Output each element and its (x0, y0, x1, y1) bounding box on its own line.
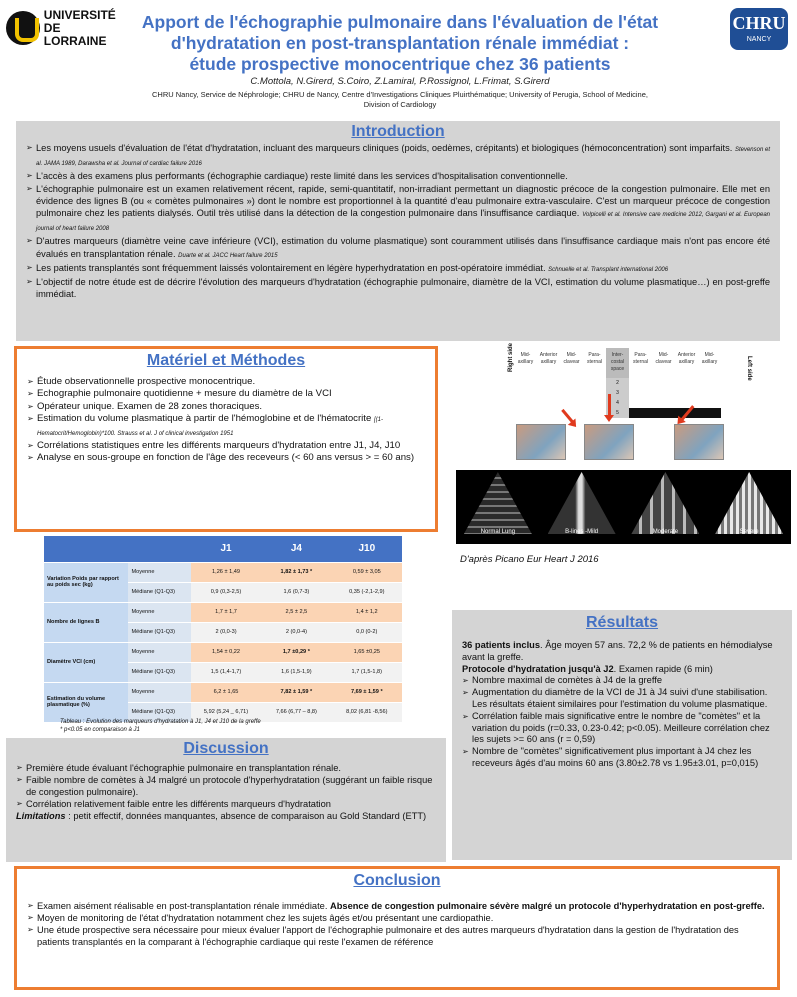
lung-cell (698, 408, 721, 418)
lung-cell (537, 408, 560, 418)
us-severe: Severe (711, 472, 787, 536)
lung-column-header: Inter-costal space (606, 348, 629, 378)
lung-cell (652, 388, 675, 398)
table-cell: 1,65 ±0,25 (332, 642, 402, 662)
item-ref: Volpicelli et al. Intensive care medicine 2012, Gargani et al. European journal of heart failure 2008 (36, 212, 770, 233)
stat-label: Médiane (Q1-Q3) (128, 702, 190, 722)
list-item: ➢ Nombre de "comètes" significativement plus important à J4 chez les receveurs âgés d'au moins 60 ans (3.80±2.78 vs 1.95±3.01, p=0,015) (462, 746, 782, 770)
list-item: ➢ Moyen de monitoring de l'état d'hydratation notamment chez les sujets âgés et/ou présentant une cardiopathie. (27, 912, 767, 924)
col-j10: J10 (332, 536, 402, 562)
item-text: Opérateur unique. Examen de 28 zones thoraciques. (37, 400, 263, 412)
list-item (26, 235, 770, 261)
lung-cell (652, 408, 675, 418)
list-item (27, 401, 425, 413)
lung-cell (698, 388, 721, 398)
results-intro: 36 patients inclus. Âge moyen 57 ans. 72,2 % de patients en hémodialyse avant la greffe. (462, 640, 773, 662)
item-text: Les moyens usuels d'évaluation de l'état d'hydratation, incluant des marqueurs cliniques (poids, oedèmes, crépitants) et biologiques (hémoconcentration) sont imparfaits. (36, 143, 733, 153)
exam-photo-3 (674, 424, 724, 460)
us-moderate: Moderate (627, 472, 703, 536)
lung-row-number: 2 (606, 378, 629, 388)
item-text: Estimation du volume plasmatique à partir de l'hémoglobine et de l'hématocrite (37, 413, 372, 425)
lung-cell (583, 378, 606, 388)
conclusion-section (14, 866, 780, 990)
lung-cell (629, 408, 652, 418)
table-cell: 2 (0,0-4) (261, 622, 331, 642)
lung-cell (629, 378, 652, 388)
lung-cell (698, 378, 721, 388)
lung-column-header: Mid-clavear (655, 352, 672, 365)
ul-logo-icon (6, 11, 40, 45)
list-item (26, 170, 770, 182)
table-row (44, 562, 402, 582)
authors: C.Mottola, N.Girerd, S.Coiro, Z.Lamiral, P.Rossignol, L.Frimat, S.Girerd (250, 76, 550, 87)
list-item: ➢ Nombre maximal de comètes à J4 de la greffe (462, 675, 782, 687)
list-item: ➢ Examen aisément réalisable en post-transplantation rénale immédiate. Absence de congestion pulmonaire sévère malgré un protocole d'hyperhydratation en post-greffe. (27, 900, 767, 912)
table-cell: 7,82 ± 1,59 * (261, 682, 331, 702)
item-text: Les patients transplantés sont fréquemment laissés volontairement en légère hyperhydratation en post-opératoire immédiat. (36, 262, 546, 273)
lung-row (514, 408, 744, 418)
item-ref: Duarte et al. JACC Heart failure 2015 (178, 252, 278, 259)
stat-label: Médiane (Q1-Q3) (128, 582, 190, 602)
poster-title: Apport de l'échographie pulmonaire dans l'évaluation de l'état d'hydratation en post-transplantation rénale immédiat : étude prospective monocentrique chez 36 patients (141, 12, 659, 74)
stat-label: Médiane (Q1-Q3) (128, 662, 190, 682)
results-section (452, 610, 792, 860)
stat-label: Moyenne (128, 642, 190, 662)
exam-photo-1 (516, 424, 566, 460)
lung-cell (652, 378, 675, 388)
lung-cell (537, 388, 560, 398)
lung-column-header: Mid-axillary (701, 352, 718, 365)
lung-row-number: 3 (606, 388, 629, 398)
table-cell: 6,2 ± 1,65 (191, 682, 261, 702)
lung-cell (652, 398, 675, 408)
table-cell: 2 (0,0-3) (191, 622, 261, 642)
introduction-section (16, 121, 780, 341)
stat-label: Moyenne (128, 682, 190, 702)
lung-cell (514, 388, 537, 398)
list-item (27, 440, 425, 452)
list-item (27, 452, 425, 464)
item-text: Corrélations statistiques entre les différents marqueurs d'hydratation entre J1, J4, J10 (37, 440, 401, 452)
lung-column-header: Para-sternal (586, 352, 602, 365)
table-row (44, 602, 402, 622)
lung-ultrasound-figure (456, 342, 791, 568)
table-cell: 1,7 ± 1,7 (191, 602, 261, 622)
lung-column-header: Anterior axillary (539, 352, 558, 365)
row-label: Variation Poids par rapport au poids sec (kg) (44, 562, 128, 602)
discussion-section (6, 738, 446, 862)
methods-title: Matériel et Méthodes (146, 352, 306, 369)
lung-row (514, 378, 744, 388)
table-cell: 0,59 ± 3,05 (332, 562, 402, 582)
table-cell: 8,02 (6,81 -8,56) (332, 702, 402, 722)
list-item (26, 262, 770, 276)
lung-cell (560, 398, 583, 408)
lung-cell (560, 388, 583, 398)
table-cell: 1,6 (1,5-1,9) (261, 662, 331, 682)
col-j1: J1 (191, 536, 261, 562)
table-cell: 0,9 (0,3-2,5) (191, 582, 261, 602)
lung-row-number: 4 (606, 398, 629, 408)
table-cell: 0,35 (-2,1-2,9) (332, 582, 402, 602)
lung-cell (698, 398, 721, 408)
table-cell: 7,69 ± 1,59 * (332, 682, 402, 702)
item-ref: [(1-Hematocrit/Hemoglobin)*100. Strauss et al. J of clinical investigation 1951 (37, 417, 383, 437)
list-item (27, 388, 425, 400)
us-blines-mild: B-lines -Mild (544, 472, 620, 536)
table-cell: 7,66 (6,77 – 8,8) (261, 702, 331, 722)
discussion-list (16, 762, 436, 810)
list-item: ➢ Première étude évaluant l'échographie pulmonaire en transplantation rénale. (16, 762, 436, 774)
affiliation: CHRU Nancy, Service de Néphrologie; CHRU de Nancy, Centre d'Investigations Cliniques Pluirthématique; University of Perugia, School of Medicine, Division of Cardiology (152, 90, 648, 109)
lung-cell (514, 408, 537, 418)
lung-cell (675, 388, 698, 398)
lung-zone-chart (514, 348, 744, 418)
ultrasound-strip (456, 470, 791, 544)
methods-list (27, 376, 425, 465)
table-cell: 5,92 (5,24 _ 6,71) (191, 702, 261, 722)
introduction-title: Introduction (351, 123, 445, 140)
lung-column-header: Anterior axillary (677, 352, 696, 365)
universite-lorraine-logo: UNIVERSITÉ DE LORRAINE (6, 8, 126, 48)
lung-cell (537, 398, 560, 408)
list-item: ➢ Corrélation relativement faible entre les différents marqueurs d'hydratation (16, 798, 436, 810)
stat-label: Moyenne (128, 562, 190, 582)
lung-column-header: Para-sternal (632, 352, 648, 365)
table-row (44, 642, 402, 662)
lung-row-number: 5 (606, 408, 629, 418)
lung-cell (537, 378, 560, 388)
stat-label: Médiane (Q1-Q3) (128, 622, 190, 642)
hydration-markers-table (44, 536, 402, 723)
table-cell: 2,5 ± 2,5 (261, 602, 331, 622)
conclusion-list (27, 900, 767, 948)
table-row (44, 682, 402, 702)
lung-cell (583, 388, 606, 398)
table-cell: 1,7 ±0,29 * (261, 642, 331, 662)
conclusion-title: Conclusion (353, 872, 441, 889)
list-item: ➢ Corrélation faible mais significative entre le nombre de "comètes" et la variation du poids (r=0.33, 0.23-0.42; p<0.05). Meilleure corrélation chez les sujets >= 60 ans (r = 0,59) (462, 711, 782, 746)
lung-column-header: Mid-clavear (563, 352, 580, 365)
table-cell: 1,26 ± 1,49 (191, 562, 261, 582)
table-cell: 0,0 (0-2) (332, 622, 402, 642)
col-j4: J4 (261, 536, 331, 562)
table-cell: 1,4 ± 1,2 (332, 602, 402, 622)
list-item (26, 142, 770, 170)
item-ref: Schnuelle et al. Transplant international 2006 (548, 266, 669, 273)
methods-section (14, 346, 438, 532)
item-ref: Stevenson et al. JAMA 1989, Darawsha et al. Journal of cardiac failure 2016 (36, 147, 770, 168)
red-arrow-2 (608, 394, 611, 416)
row-label: Nombre de lignes B (44, 602, 128, 642)
discussion-title: Discussion (183, 740, 269, 757)
results-list (462, 675, 782, 769)
lung-row (514, 398, 744, 408)
lung-cell (629, 388, 652, 398)
lung-column-header: Mid-axillary (517, 352, 534, 365)
item-text: Echographie pulmonaire quotidienne + mesure du diamètre de la VCI (37, 388, 332, 400)
limitations: Limitations : petit effectif, données manquantes, absence de comparaison au Gold Standard (ETT) (16, 811, 427, 821)
row-label: Diamètre VCI (cm) (44, 642, 128, 682)
list-item: ➢ Une étude prospective sera nécessaire pour mieux évaluer l'apport de l'échographie pulmonaire et des autres marqueurs d'hydratation dans la gestion de l'hydratation des patients transplantés en la comparant à l'échographie cardiaque qui reste l'examen de référence (27, 924, 767, 948)
item-text: L'objectif de notre étude est de décrire l'évolution des marqueurs d'hydratation (échographie pulmonaire, diamètre de la VCI, estimation du volume plasmatique…) en post-greffe immédiat. (36, 277, 770, 300)
list-item (26, 276, 770, 300)
item-text: D'autres marqueurs (diamètre veine cave inférieure (VCI), estimation du volume plasmatique) sont couramment utilisés dans l'insuffisance cardiaque mais n'ont pas encore été évalués en transplantation rénale. (36, 236, 770, 259)
results-title: Résultats (585, 614, 659, 631)
row-label: Estimation du volume plasmatique (%) (44, 682, 128, 722)
item-text: L'échographie pulmonaire est un examen relativement récent, rapide, semi-quantitatif, non-irradiant permettant un diagnostic précoce de la congestion pulmonaire. Elle met en évidence des lignes B (ou « comètes pulmonaires ») dont le nombre est proportionnel à la quantité d'eau pulmonaire extra-vasculaire. C'est un marqueur précoce de congestion pulmonaire chez les patients dialysés. Outil très utilisé dans la détection de la congestion pulmonaire dans l'insuffisance cardiaque. (36, 183, 770, 219)
item-text: L'accès à des examens plus performants (échographie cardiaque) reste limité dans les services d'hospitalisation conventionnelle. (36, 171, 568, 182)
lung-cell (583, 398, 606, 408)
lung-cell (514, 398, 537, 408)
table-cell: 1,6 (0,7-3) (261, 582, 331, 602)
table-cell: 1,5 (1,4-1,7) (191, 662, 261, 682)
list-item (27, 376, 425, 388)
list-item (27, 413, 425, 440)
left-side-label: Left side (746, 356, 752, 381)
lung-row (514, 388, 744, 398)
table-cell: 1,82 ± 1,73 * (261, 562, 331, 582)
introduction-list (26, 142, 770, 300)
stat-label: Moyenne (128, 602, 190, 622)
lung-cell (560, 378, 583, 388)
item-text: Analyse en sous-groupe en fonction de l'âge des receveurs (< 60 ans versus > = 60 ans) (37, 452, 415, 464)
figure-caption: D'après Picano Eur Heart J 2016 (460, 554, 599, 565)
table-caption: Tableau : Evolution des marqueurs d'hydratation à J1, J4 et J10 de la greffe * p<0.05 en comparaison à J1 (60, 719, 261, 733)
table-cell: 1,54 ± 0,22 (191, 642, 261, 662)
chru-nancy-logo: CHRU NANCY (730, 8, 788, 50)
table-cell: 1,7 (1,5-1,8) (332, 662, 402, 682)
right-side-label: Right side (508, 342, 514, 372)
lung-cell (514, 378, 537, 388)
results-protocol: Protocole d'hydratation jusqu'à J2. Examen rapide (6 min) (462, 663, 713, 674)
lung-cell (629, 398, 652, 408)
list-item (26, 183, 770, 236)
us-normal-lung: Normal Lung (460, 472, 536, 536)
list-item: ➢ Augmentation du diamètre de la VCI de J1 à J4 suivi d'une stabilisation. Les résultats étaient similaires pour l'estimation du volume plasmatique. (462, 687, 782, 711)
lung-cell (583, 408, 606, 418)
lung-cell (675, 378, 698, 388)
list-item: ➢ Faible nombre de comètes à J4 malgré un protocole d'hyperhydratation (suggérant un faible risque de congestion pulmonaire). (16, 774, 436, 798)
exam-photo-2 (584, 424, 634, 460)
item-text: Étude observationnelle prospective monocentrique. (37, 376, 256, 387)
